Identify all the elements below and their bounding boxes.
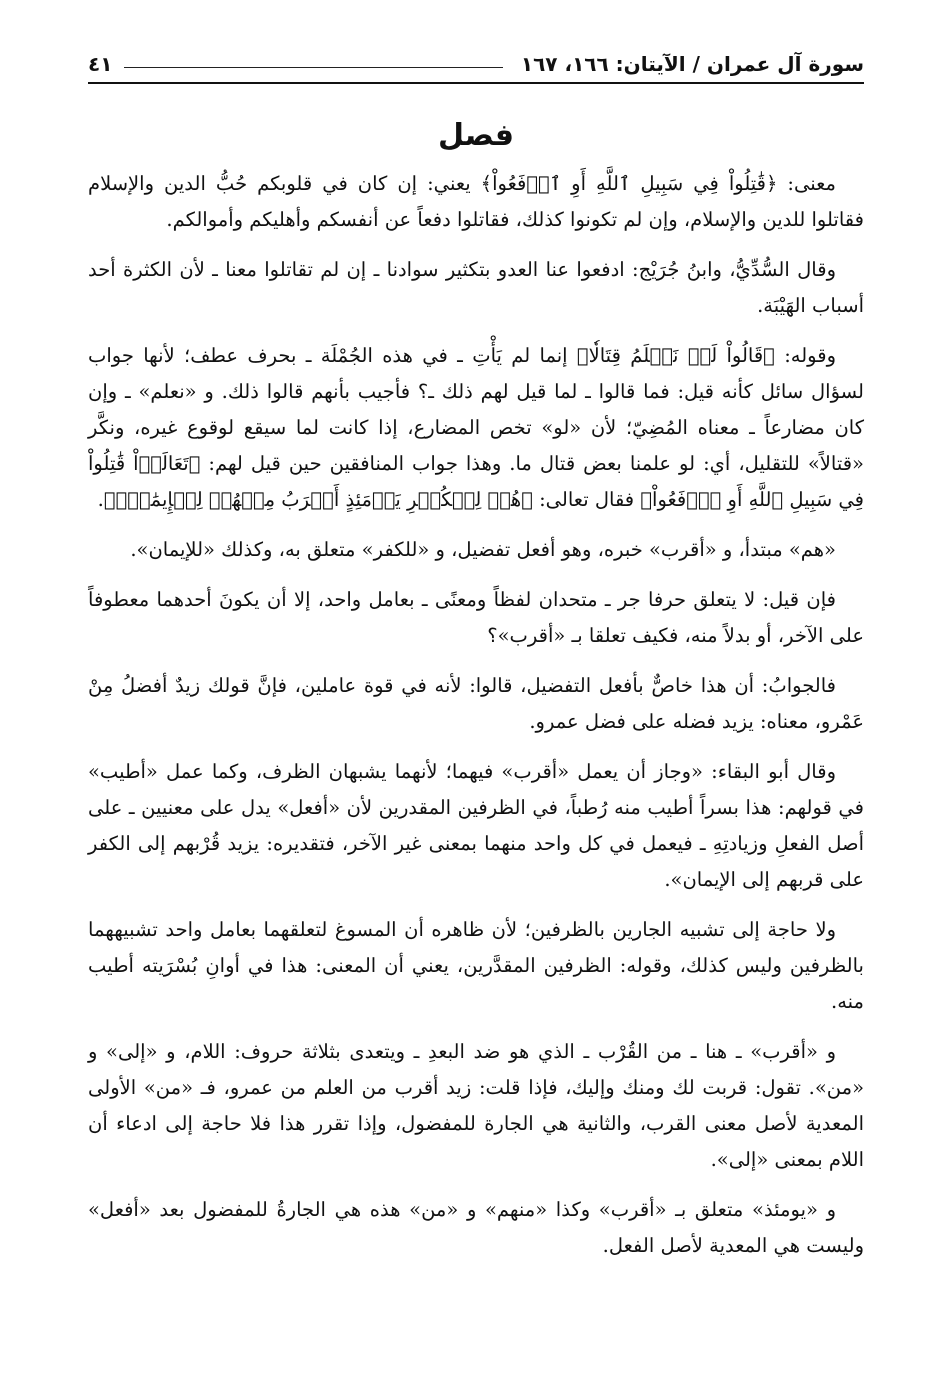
- running-title: سورة آل عمران / الآيتان: ١٦٦، ١٦٧: [520, 52, 864, 76]
- paragraph: فالجوابُ: أن هذا خاصٌّ بأفعل التفضيل، قالوا: لأنه في قوة عاملين، فإنَّ قولك زيدٌ أفضلُ مِنْ عَمْرو، معناه: يزيد فضله على فضل عمرو.: [88, 674, 864, 733]
- paragraph: وقوله: ﴿قَالُواْ لَوۡ نَعۡلَمُ قِتَالٗا﴾ إنما لم يَأْتِ ـ في هذه الجُمْلَة ـ بحرف عطف؛ لأنها جواب لسؤال سائل كأنه قيل: فما قالوا ـ لما قيل لهم ذلك ـ؟ فأجيب بأنهم قالوا ذلك. و «نعلم» ـ وإن كان مضارعاً ـ معناه المُضِيّ؛ لأن «لو» تخص المضارع، إذا كانت لما سيقع لوقوع غيره، ونكَّر «قتالاً» للتقليل، أي: لو علمنا بعض قتال ما. وهذا جواب المنافقين حين قيل لهم: ﴿تَعَالَوۡاْ قَٰتِلُواْ فِي سَبِيلِ ٱللَّهِ أَوِ ٱدۡفَعُواْ﴾ فقال تعالى: ﴿هُمۡ لِلۡكُفۡرِ يَوۡمَئِذٍ أَقۡرَبُ مِنۡهُمۡ لِلۡإِيمَٰنِۚ﴾.: [88, 344, 864, 511]
- page-number: ٤١: [88, 52, 113, 76]
- paragraph: معنى: ﴿قَٰتِلُواْ فِي سَبِيلِ ٱللَّهِ أَوِ ٱدۡفَعُواْ﴾ يعني: إن كان في قلوبكم حُبُّ الدين والإسلام فقاتلوا للدين والإسلام، وإن لم تكونوا كذلك، فقاتلوا دفعاً عن أنفسكم وأهليكم وأموالكم.: [88, 172, 864, 231]
- paragraph: وقال أبو البقاء: «وجاز أن يعمل «أقرب» فيهما؛ لأنهما يشبهان الظرف، وكما عمل «أطيب» في قولهم: هذا بسراً أطيب منه رُطباً، في الظرفين المقدرين لأن «أفعل» يدل على معنيين ـ على أصل الفعلِ وزيادتِهِ ـ فيعمل في كل واحد منهما بمعنى غير الآخر، فتقديره: يزيد قُرْبهم إلى الكفر على قربهم إلى الإيمان».: [88, 760, 864, 891]
- paragraph: و «يومئذ» متعلق بـ «أقرب» وكذا «منهم» و «من» هذه هي الجارةُ للمفضول بعد «أفعل» وليست هي المعدية لأصل الفعل.: [88, 1198, 864, 1257]
- book-page: [88, 42, 864, 1342]
- section-title: فصل: [438, 118, 514, 153]
- body-text: [88, 166, 864, 1264]
- paragraph: «هم» مبتدأ، و «أقرب» خبره، وهو أفعل تفضيل، و «للكفر» متعلق به، وكذلك «للإيمان».: [130, 538, 836, 561]
- paragraph: ولا حاجة إلى تشبيه الجارين بالظرفين؛ لأن ظاهره أن المسوغ لتعلقهما بعامل واحد تشبيههما بالظرفين وليس كذلك، وقوله: الظرفين المقدَّرين، يعني أن المعنى: هذا في أوانِ بُسْرَيته أطيب منه.: [88, 918, 864, 1013]
- paragraph: و «أقرب» ـ هنا ـ من القُرْب ـ الذي هو ضد البعدِ ـ ويتعدى بثلاثة حروف: اللام، و «إلى» و «من». تقول: قربت لك ومنك وإليك، فإذا قلت: زيد أقرب من العلم من عمرو، فـ «من» الأولى المعدية لأصل معنى القرب، والثانية هي الجارة للمفضول، وإذا تقرر هذا فلا حاجة إلى ادعاء أن اللام بمعنى «إلى».: [88, 1040, 864, 1171]
- header-rule: [124, 67, 502, 68]
- paragraph: فإن قيل: لا يتعلق حرفا جر ـ متحدان لفظاً ومعنًى ـ بعامل واحد، إلا أن يكونَ أحدهما معطوفاً على الآخر، أو بدلاً منه، فكيف تعلقا بـ «أقرب»؟: [88, 588, 864, 647]
- paragraph: وقال السُّدِّيُّ، وابنُ جُرَيْج: ادفعوا عنا العدو بتكثير سوادنا ـ إن لم تقاتلوا معنا ـ لأن الكثرة أحد أسباب الهَيْبَة.: [88, 258, 864, 317]
- page-header: [88, 42, 864, 74]
- top-divider: [88, 82, 864, 84]
